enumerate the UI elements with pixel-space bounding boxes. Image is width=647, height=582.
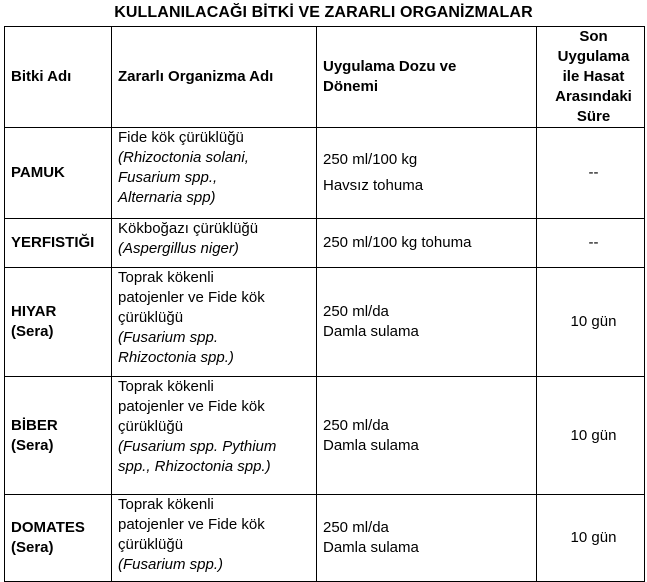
- organism-line: Toprak kökenli: [118, 496, 214, 513]
- header-dose: [317, 27, 537, 128]
- organism-line: Toprak kökenli: [118, 269, 214, 286]
- dose-period: Damla sulama: [323, 323, 419, 340]
- organism-line: spp., Rhizoctonia spp.): [118, 458, 271, 475]
- dose-cell: [317, 495, 537, 582]
- header-last-line2: ile Hasat: [562, 68, 625, 85]
- table-row: [5, 377, 645, 495]
- dose-amount: 250 ml/da: [323, 303, 389, 320]
- plant-location: (Sera): [11, 323, 54, 340]
- plant-name-cell: [5, 128, 112, 219]
- organism-line: patojenler ve Fide kök: [118, 398, 265, 415]
- header-last-line1: Son Uygulama: [557, 28, 630, 65]
- header-plant: Bitki Adı: [5, 27, 112, 128]
- document-title: KULLANILACAĞI BİTKİ VE ZARARLI ORGANİZMALAR: [114, 4, 533, 21]
- dose-cell: [317, 377, 537, 495]
- dose-period: Havsız tohuma: [323, 177, 424, 194]
- plant-name: YERFISTIĞI: [11, 234, 95, 251]
- organism-line: Toprak kökenli: [118, 378, 214, 395]
- table-row: [5, 128, 645, 219]
- dose-cell: [317, 128, 537, 219]
- header-organism: Zararlı Organizma Adı: [112, 27, 317, 128]
- table-row: [5, 268, 645, 377]
- plant-name: HIYAR: [11, 303, 57, 320]
- organism-line: Alternaria spp): [118, 189, 216, 206]
- plant-name-cell: [5, 268, 112, 377]
- table-row: [5, 495, 645, 582]
- organism-line: (Fusarium spp.: [118, 329, 219, 346]
- dose-amount: 250 ml/da: [323, 519, 389, 536]
- plant-name: DOMATES: [11, 519, 85, 536]
- organism-cell: [112, 128, 317, 219]
- organism-line: (Aspergillus niger): [118, 240, 239, 257]
- dose-amount: 250 ml/da: [323, 416, 389, 434]
- dose-cell: [317, 219, 537, 268]
- organism-line: (Rhizoctonia solani,: [118, 149, 249, 166]
- organism-line: patojenler ve Fide kök: [118, 289, 265, 306]
- organism-cell: [112, 495, 317, 582]
- last-application-cell: 10 gün: [537, 268, 645, 377]
- dose-amount: 250 ml/100 kg tohuma: [323, 234, 472, 251]
- organism-line: çürüklüğü: [118, 418, 184, 435]
- organism-line: Fusarium spp.,: [118, 169, 218, 186]
- header-dose-line1: Uygulama Dozu ve: [323, 58, 457, 75]
- last-application-cell: --: [537, 128, 645, 219]
- header-last-application: [537, 27, 645, 128]
- table-row: [5, 219, 645, 268]
- organism-line: çürüklüğü: [118, 309, 184, 326]
- header-row: [5, 27, 645, 128]
- organism-cell: [112, 377, 317, 495]
- header-last-line3: Arasındaki: [555, 88, 632, 105]
- header-dose-line2: Dönemi: [323, 78, 379, 95]
- organism-line: Fide kök çürüklüğü: [118, 129, 244, 146]
- plant-name: BİBER: [11, 416, 58, 434]
- organism-cell: [112, 268, 317, 377]
- dose-cell: [317, 268, 537, 377]
- plant-name-cell: [5, 377, 112, 495]
- dose-amount: 250 ml/100 kg: [323, 151, 418, 168]
- organism-line: Kökboğazı çürüklüğü: [118, 220, 259, 237]
- last-application-cell: 10 gün: [537, 495, 645, 582]
- header-last-line4: Süre: [576, 108, 611, 125]
- plant-name-cell: [5, 219, 112, 268]
- organism-line: patojenler ve Fide kök: [118, 516, 265, 533]
- plant-location: (Sera): [11, 539, 54, 556]
- dose-period: Damla sulama: [323, 539, 419, 556]
- plant-location: (Sera): [11, 436, 54, 454]
- organism-line: (Fusarium spp.): [118, 556, 224, 573]
- plant-name: PAMUK: [11, 164, 65, 181]
- organism-line: Rhizoctonia spp.): [118, 349, 234, 366]
- organism-line: (Fusarium spp. Pythium: [118, 438, 277, 455]
- plant-name-cell: [5, 495, 112, 582]
- organism-line: çürüklüğü: [118, 536, 184, 553]
- last-application-cell: --: [537, 219, 645, 268]
- dose-period: Damla sulama: [323, 436, 419, 454]
- organism-table: [4, 26, 645, 582]
- organism-cell: [112, 219, 317, 268]
- last-application-cell: 10 gün: [537, 377, 645, 495]
